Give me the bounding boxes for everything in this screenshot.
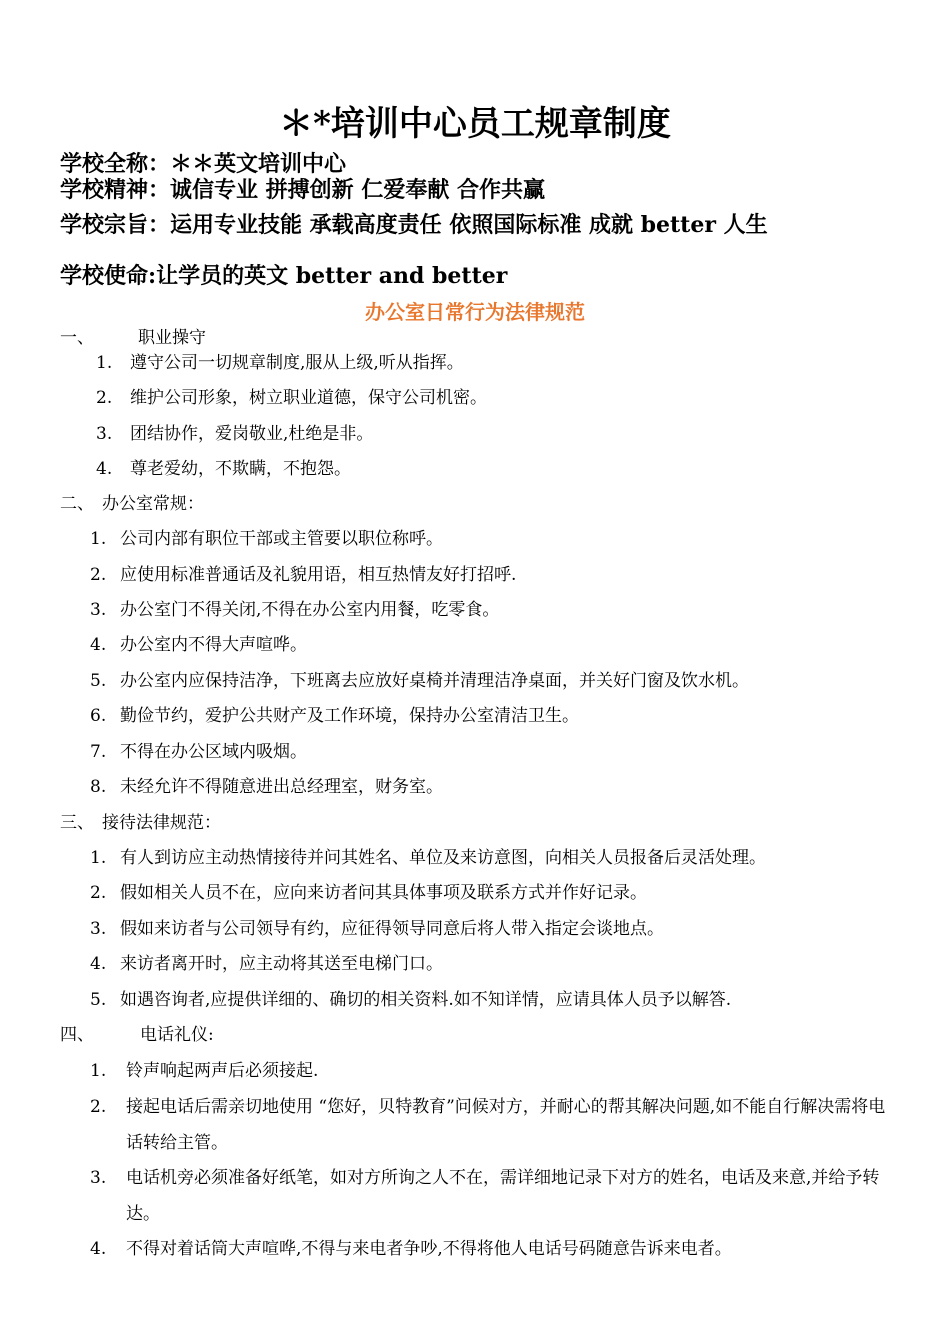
item-text: 铃声响起两声后必须接起. [126,1061,319,1081]
school-purpose-line: 学校宗旨：运用专业技能 承载高度责任 依照国际标准 成就 better 人生 [60,212,768,238]
item-text: 办公室内不得大声喧哗。 [120,635,307,655]
item-text: 勤俭节约，爱护公共财产及工作环境，保持办公室清洁卫生。 [120,706,579,726]
school-name-line: 学校全称：＊＊英文培训中心 [60,151,347,177]
item-text: 办公室门不得关闭,不得在办公室内用餐，吃零食。 [120,600,500,620]
section-title: 办公室常规： [102,494,204,514]
section-number: 二、 [60,494,94,514]
item-number: 1. [90,848,107,868]
section-number: 三、 [60,813,94,833]
item-text: 假如来访者与公司领导有约，应征得领导同意后将人带入指定会谈地点。 [120,919,664,939]
section-title: 接待法律规范： [102,813,221,833]
item-number: 2. [96,388,113,408]
item-text: 遵守公司一切规章制度,服从上级,听从指挥。 [130,353,464,373]
item-text: 维护公司形象，树立职业道德，保守公司机密。 [130,388,487,408]
item-number: 1. [90,1061,107,1081]
item-number: 1. [90,529,107,549]
item-text: 办公室内应保持洁净，下班离去应放好桌椅并清理洁净桌面，并关好门窗及饮水机。 [120,671,749,691]
item-text: 假如相关人员不在，应向来访者问其具体事项及联系方式并作好记录。 [120,883,647,903]
item-number: 7. [90,742,107,762]
item-number: 1. [96,353,113,373]
item-number: 3. [90,1168,107,1188]
item-text: 来访者离开时，应主动将其送至电梯门口。 [120,954,443,974]
section-title: 电话礼仪: [140,1025,214,1045]
item-text: 如遇咨询者,应提供详细的、确切的相关资料.如不知详情，应请具体人员予以解答. [120,990,732,1010]
item-number: 8. [90,777,107,797]
item-number: 5. [90,990,107,1010]
item-text: 公司内部有职位干部或主管要以职位称呼。 [120,529,443,549]
item-number: 2. [90,883,107,903]
item-text: 未经允许不得随意进出总经理室，财务室。 [120,777,443,797]
item-text: 接起电话后需亲切地使用 “您好，贝特教育”问候对方，并耐心的帮其解决问题,如不能自行解决需将电话转给主管。 [126,1097,886,1153]
section-heading-1 [60,326,206,350]
item-number: 2. [90,1097,107,1117]
section-title: 职业操守 [138,328,206,348]
item-number: 3. [96,424,113,444]
item-number: 3. [90,600,107,620]
item-number: 5. [90,671,107,691]
item-text: 团结协作，爱岗敬业,杜绝是非。 [130,424,374,444]
section-heading-3 [60,811,221,835]
item-text: 有人到访应主动热情接待并问其姓名、单位及来访意图，向相关人员报备后灵活处理。 [120,848,766,868]
item-text: 尊老爱幼，不欺瞒，不抱怨。 [130,459,351,479]
item-number: 2. [90,565,107,585]
section-heading: 办公室日常行为法律规范 [365,300,585,324]
item-text: 电话机旁必须准备好纸笔，如对方所询之人不在，需详细地记录下对方的姓名，电话及来意,并给予转达。 [126,1168,880,1224]
item-number: 6. [90,706,107,726]
item-text: 不得在办公区域内吸烟。 [120,742,307,762]
section-heading-4 [60,1023,214,1047]
school-spirit-line: 学校精神：诚信专业 拼搏创新 仁爱奉献 合作共赢 [60,177,545,203]
section-number: 一、 [60,328,94,348]
item-number: 4. [90,635,107,655]
item-number: 4. [90,1239,107,1259]
section-number: 四、 [60,1025,94,1045]
item-number: 4. [96,459,113,479]
document-title: ＊*培训中心员工规章制度 [279,104,671,144]
item-number: 3. [90,919,107,939]
section-heading-2 [60,492,204,516]
item-text: 应使用标准普通话及礼貌用语，相互热情友好打招呼. [120,565,517,585]
school-mission-line: 学校使命:让学员的英文 better and better [60,263,508,289]
item-number: 4. [90,954,107,974]
item-text: 不得对着话筒大声喧哗,不得与来电者争吵,不得将他人电话号码随意告诉来电者。 [126,1239,732,1259]
